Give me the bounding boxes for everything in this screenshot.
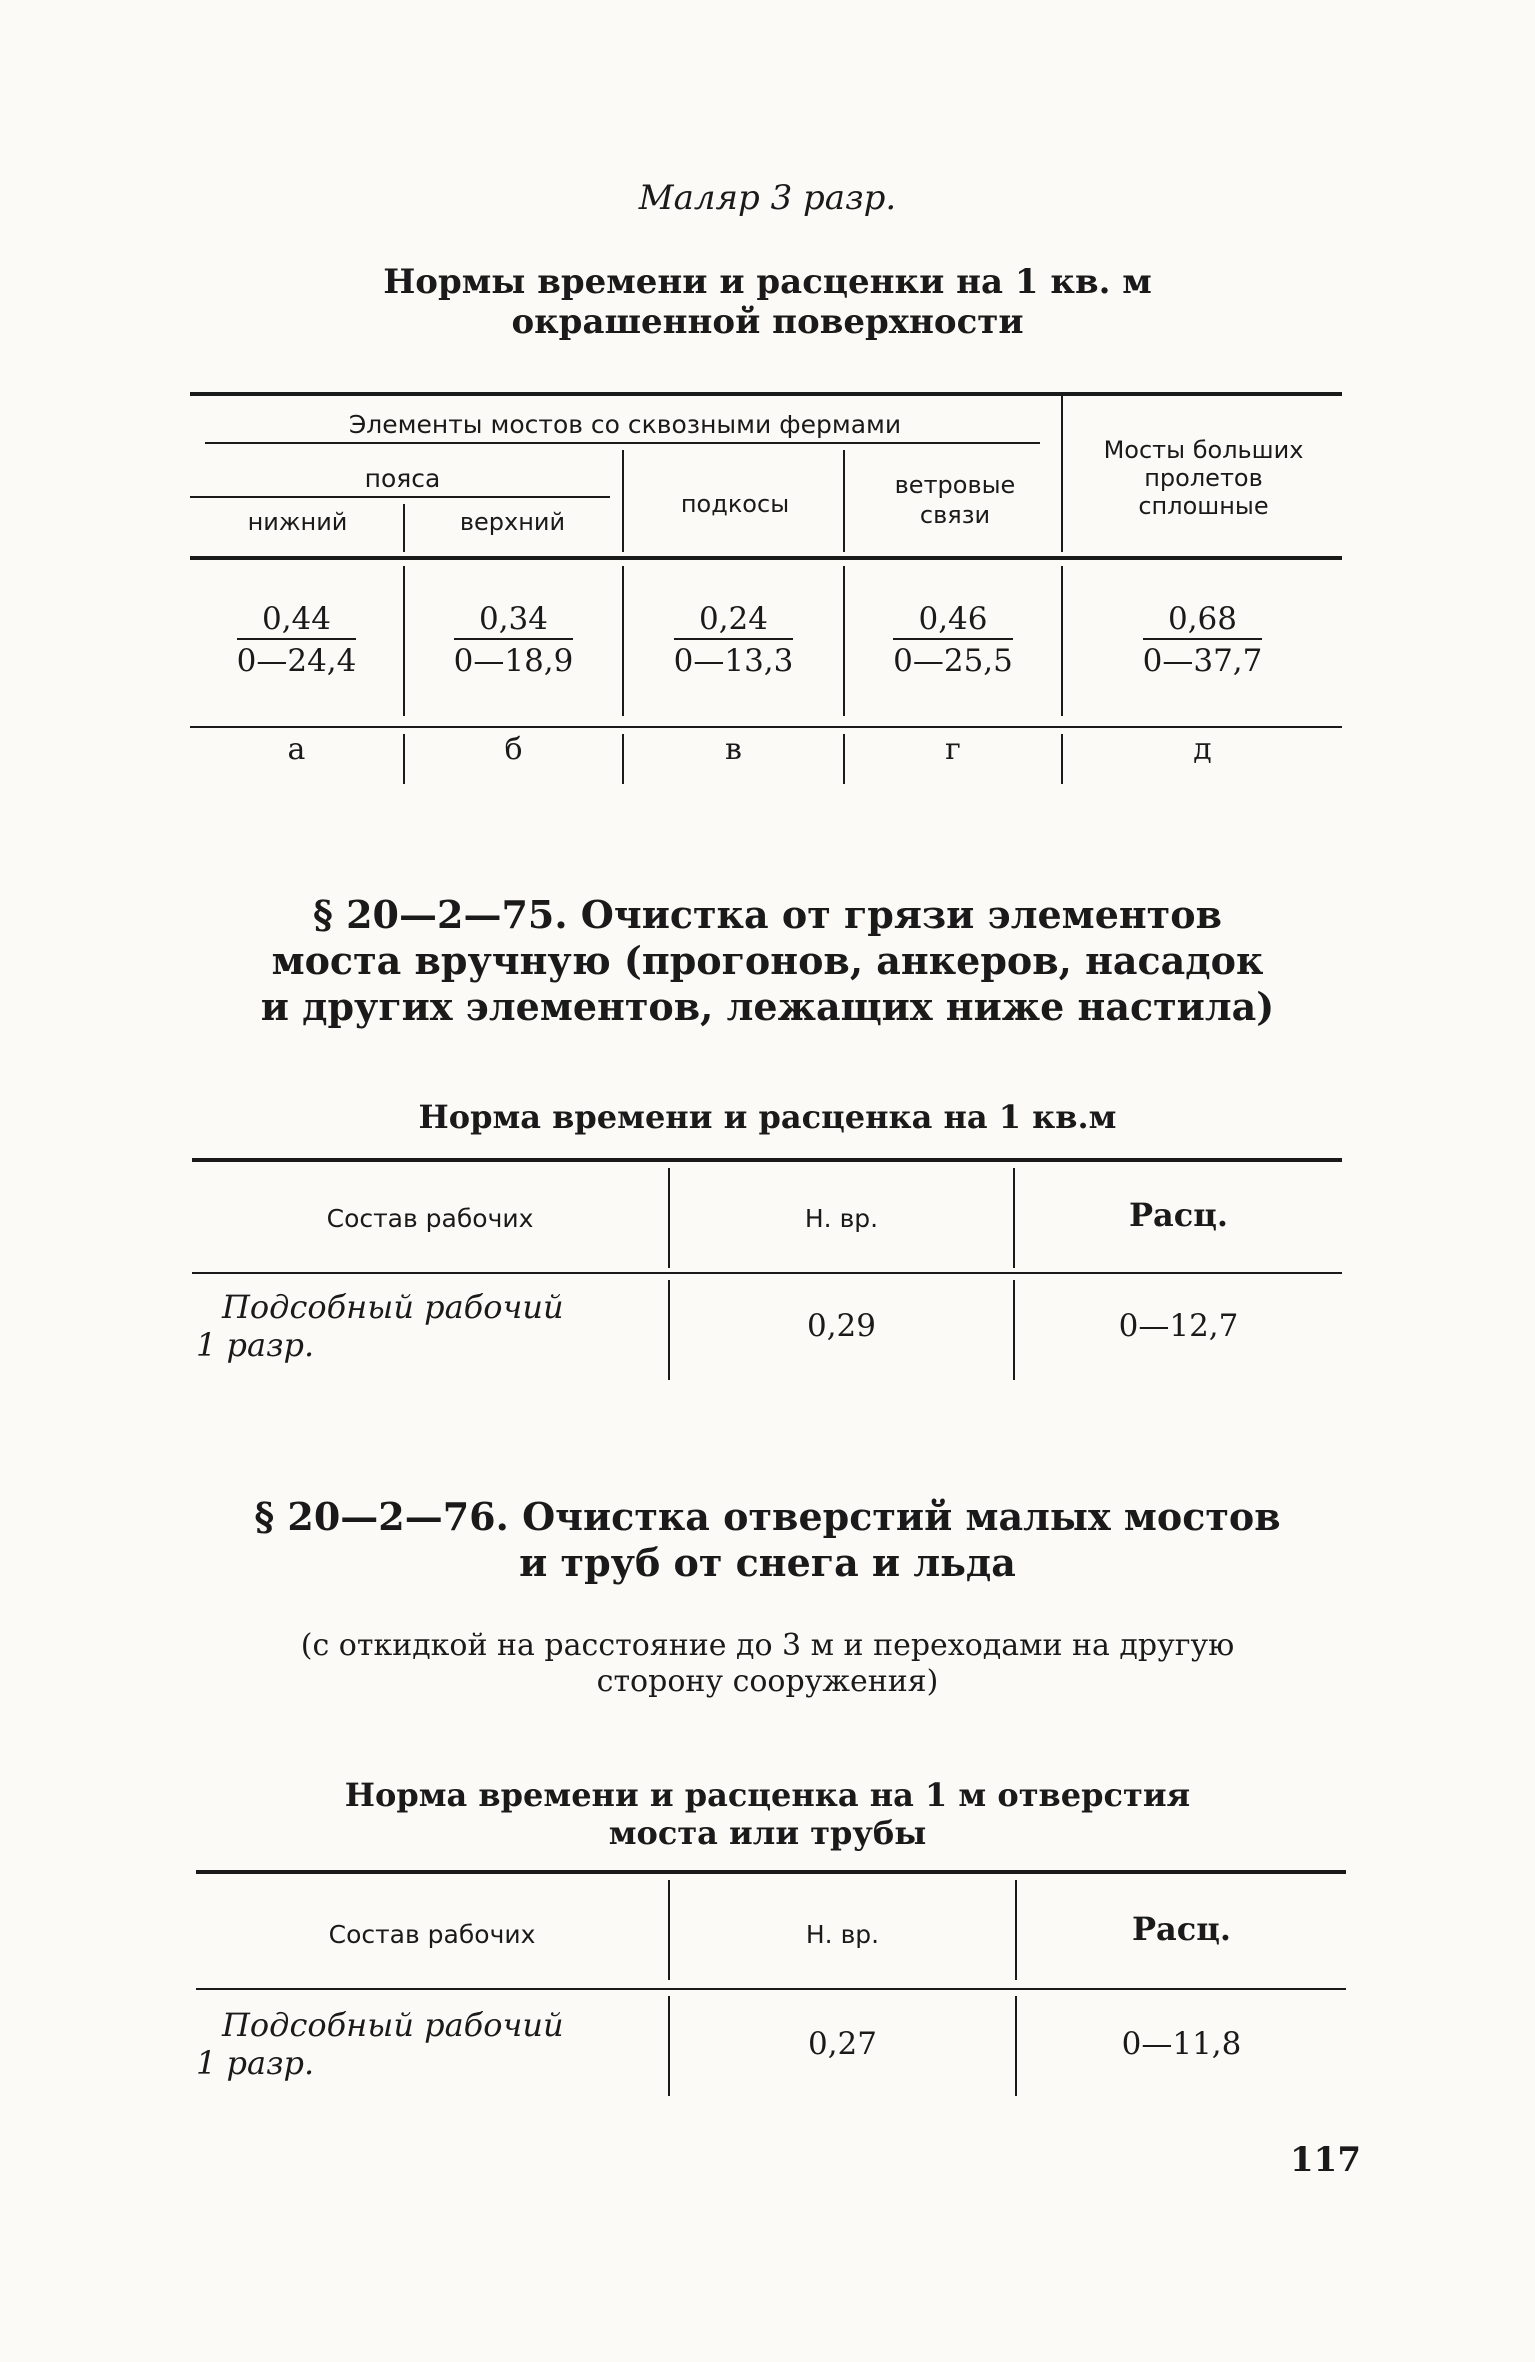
col-wind xyxy=(845,470,1065,530)
table2-header-rule xyxy=(192,1272,1342,1274)
value-lower-rate: 0—24,4 xyxy=(237,638,357,678)
value-wind-norm: 0,46 xyxy=(908,602,997,640)
col-upper: верхний xyxy=(459,508,566,536)
table3-col-rate: Расц. xyxy=(1131,1910,1232,1948)
value-wind xyxy=(845,602,1061,678)
value-upper-rate: 0—18,9 xyxy=(454,638,574,678)
value-braces-norm: 0,24 xyxy=(689,602,778,640)
table3-col-norm: Н. вр. xyxy=(805,1920,880,1949)
belts-header: пояса xyxy=(364,464,441,493)
table1-top-rule xyxy=(190,392,1342,396)
table2-worker xyxy=(196,1288,564,1364)
table2-col-norm: Н. вр. xyxy=(804,1204,879,1233)
table3-col-workers: Состав рабочих xyxy=(328,1920,536,1949)
value-lower-norm: 0,44 xyxy=(252,602,341,640)
value-solid-rate: 0—37,7 xyxy=(1143,638,1263,678)
value-solid xyxy=(1063,602,1342,678)
value-upper xyxy=(405,602,622,678)
letter-d: д xyxy=(1193,732,1212,767)
col-solid-line3: сплошные xyxy=(1138,492,1269,520)
section76-table-title-line2: моста или трубы xyxy=(608,1814,927,1852)
table2-rate: 0—12,7 xyxy=(1118,1308,1239,1344)
table1-title xyxy=(0,262,1535,342)
col-solid-line1: Мосты больших xyxy=(1103,436,1304,464)
group-header: Элементы мостов со сквозными фермами xyxy=(348,410,902,439)
table2-col-workers: Состав рабочих xyxy=(326,1204,534,1233)
value-upper-norm: 0,34 xyxy=(469,602,558,640)
col-wind-line1: ветровые xyxy=(894,471,1016,499)
section75-heading-line3: и других элементов, лежащих ниже настила) xyxy=(260,984,1275,1029)
table1-header-rule xyxy=(190,556,1342,560)
letter-a: а xyxy=(287,732,306,767)
profession-label: Маляр 3 разр. xyxy=(638,178,897,218)
section75-heading-line2: моста вручную (прогонов, анкеров, насадок xyxy=(271,938,1264,983)
section75-heading xyxy=(0,892,1535,1030)
table2-worker-line2: 1 разр. xyxy=(196,1326,315,1364)
col-braces: подкосы xyxy=(680,490,790,518)
value-lower xyxy=(190,602,403,678)
col-solid-line2: пролетов xyxy=(1144,464,1263,492)
col-wind-line2: связи xyxy=(919,501,991,529)
section76-heading-line2: и труб от снега и льда xyxy=(519,1540,1016,1585)
table1-vline-solid xyxy=(1061,392,1063,552)
table1-title-line1: Нормы времени и расценки на 1 кв. м xyxy=(383,262,1152,302)
section76-note-line1: (с откидкой на расстояние до 3 м и переходами на другую xyxy=(300,1628,1235,1663)
col-lower: нижний xyxy=(247,508,348,536)
letter-g: г xyxy=(945,732,961,767)
letter-b: б xyxy=(504,732,523,767)
table1-vline-braces xyxy=(622,450,624,552)
section76-note xyxy=(0,1628,1535,1700)
section75-table-title: Норма времени и расценка на 1 кв.м xyxy=(418,1098,1117,1136)
table1-vline-belts xyxy=(403,504,405,552)
value-solid-norm: 0,68 xyxy=(1158,602,1247,640)
group-header-rule xyxy=(205,442,1040,444)
section76-table-title xyxy=(0,1776,1535,1852)
value-braces xyxy=(624,602,843,678)
col-solid xyxy=(1065,436,1342,520)
table3-rate: 0—11,8 xyxy=(1121,2026,1242,2062)
table3-header-rule xyxy=(196,1988,1346,1990)
page-number: 117 xyxy=(1290,2140,1361,2180)
section76-table-title-line1: Норма времени и расценка на 1 м отверстия xyxy=(344,1776,1191,1814)
table3-top-rule xyxy=(196,1870,1346,1874)
table2-col-rate: Расц. xyxy=(1128,1196,1229,1234)
table3-worker xyxy=(196,2006,564,2082)
table2-worker-line1: Подсобный рабочий xyxy=(222,1288,564,1326)
table1-values-rule xyxy=(190,726,1342,728)
section75-heading-line1: § 20—2—75. Очистка от грязи элементов xyxy=(313,892,1222,937)
table1-title-line2: окрашенной поверхности xyxy=(511,302,1024,342)
table3-norm: 0,27 xyxy=(807,2026,878,2062)
value-wind-rate: 0—25,5 xyxy=(893,638,1013,678)
section76-note-line2: сторону сооружения) xyxy=(596,1664,939,1699)
table3-worker-line2: 1 разр. xyxy=(196,2044,315,2082)
table1-vline-wind xyxy=(843,450,845,552)
belts-header-rule xyxy=(190,496,610,498)
letter-v: в xyxy=(725,732,742,767)
table2-top-rule xyxy=(192,1158,1342,1162)
table3-worker-line1: Подсобный рабочий xyxy=(222,2006,564,2044)
value-braces-rate: 0—13,3 xyxy=(674,638,794,678)
table2-norm: 0,29 xyxy=(806,1308,877,1344)
section76-heading-line1: § 20—2—76. Очистка отверстий малых мостов xyxy=(254,1494,1281,1539)
section76-heading xyxy=(0,1494,1535,1586)
